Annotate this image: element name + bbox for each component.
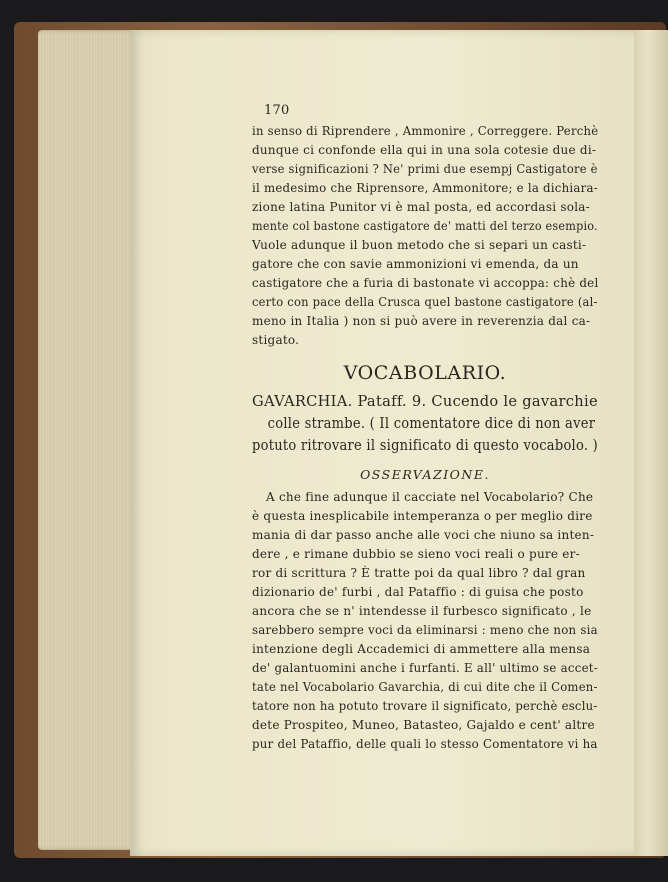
text-line: mania di dar passo anche alle voci che niuno sa inten- — [252, 528, 595, 542]
text-line: tatore non ha potuto trovare il significato, perchè esclu- — [252, 699, 598, 713]
text-line: stigato. — [252, 333, 300, 347]
text-line: sarebbero sempre voci da eliminarsi : meno che non sia — [252, 623, 598, 637]
facing-page-edge — [634, 30, 668, 856]
paragraph-2 — [252, 488, 598, 754]
entry-line: GAVARCHIA. Pataff. 9. Cucendo le gavarchie — [252, 392, 598, 410]
text-line: è questa inesplicabile intemperanza o per meglio dire — [252, 509, 593, 523]
text-line: il medesimo che Riprensore, Ammonitore; e la dichiara- — [252, 181, 599, 195]
text-line: tate nel Vocabolario Gavarchia, di cui dite che il Comen- — [252, 680, 598, 694]
text-line: certo con pace della Crusca quel bastone castigatore (al- — [252, 295, 598, 309]
text-line: gatore che con savie ammonizioni vi emenda, da un — [252, 257, 579, 271]
dictionary-entry — [252, 390, 598, 456]
text-line: meno in Italia ) non si può avere in reverenzia dal ca- — [252, 314, 591, 328]
text-line: mente col bastone castigatore de' matti del terzo esempio. — [252, 219, 598, 233]
text-line: pur del Pataffio, delle quali lo stesso Comentatore vi ha — [252, 737, 598, 751]
observation-title: OSSERVAZIONE. — [360, 467, 490, 482]
page-edges — [38, 30, 138, 850]
page-number: 170 — [264, 103, 290, 118]
text-line: ancora che se n' intendesse il furbesco significato , le — [252, 604, 592, 618]
text-line: in senso di Riprendere , Ammonire , Correggere. Perchè — [252, 124, 599, 138]
text-line: castigatore che a furia di bastonate vi accoppa: chè del — [252, 276, 599, 290]
text-line: A che fine adunque il cacciate nel Vocabolario? Che — [266, 490, 594, 504]
text-line: dizionario de' furbi , dal Pataffio : di guisa che posto — [252, 585, 584, 599]
entry-line: potuto ritrovare il significato di questo vocabolo. ) — [252, 436, 599, 454]
text-line: zione latina Punitor vi è mal posta, ed accordasi sola- — [252, 200, 590, 214]
text-line: dete Prospiteo, Muneo, Batasteo, Gajaldo e cent' altre — [252, 718, 595, 732]
page-text — [252, 100, 598, 754]
text-line: ror di scrittura ? È tratte poi da qual libro ? dal gran — [252, 566, 586, 580]
text-line: de' galantuomini anche i furfanti. E all' ultimo se accet- — [252, 661, 599, 675]
text-line: dere , e rimane dubbio se sieno voci reali o pure er- — [252, 547, 580, 561]
text-line: intenzione degli Accademici di ammettere alla mensa — [252, 642, 591, 656]
text-line: Vuole adunque il buon metodo che si separi un casti- — [252, 238, 587, 252]
entry-line: colle strambe. ( Il comentatore dice di non aver — [267, 414, 596, 432]
paragraph-1 — [252, 122, 598, 350]
section-title: VOCABOLARIO. — [343, 362, 507, 384]
text-line: verse significazioni ? Ne' primi due esempj Castigatore è — [252, 162, 598, 176]
text-line: dunque ci confonde ella qui in una sola cotesie due di- — [252, 143, 597, 157]
